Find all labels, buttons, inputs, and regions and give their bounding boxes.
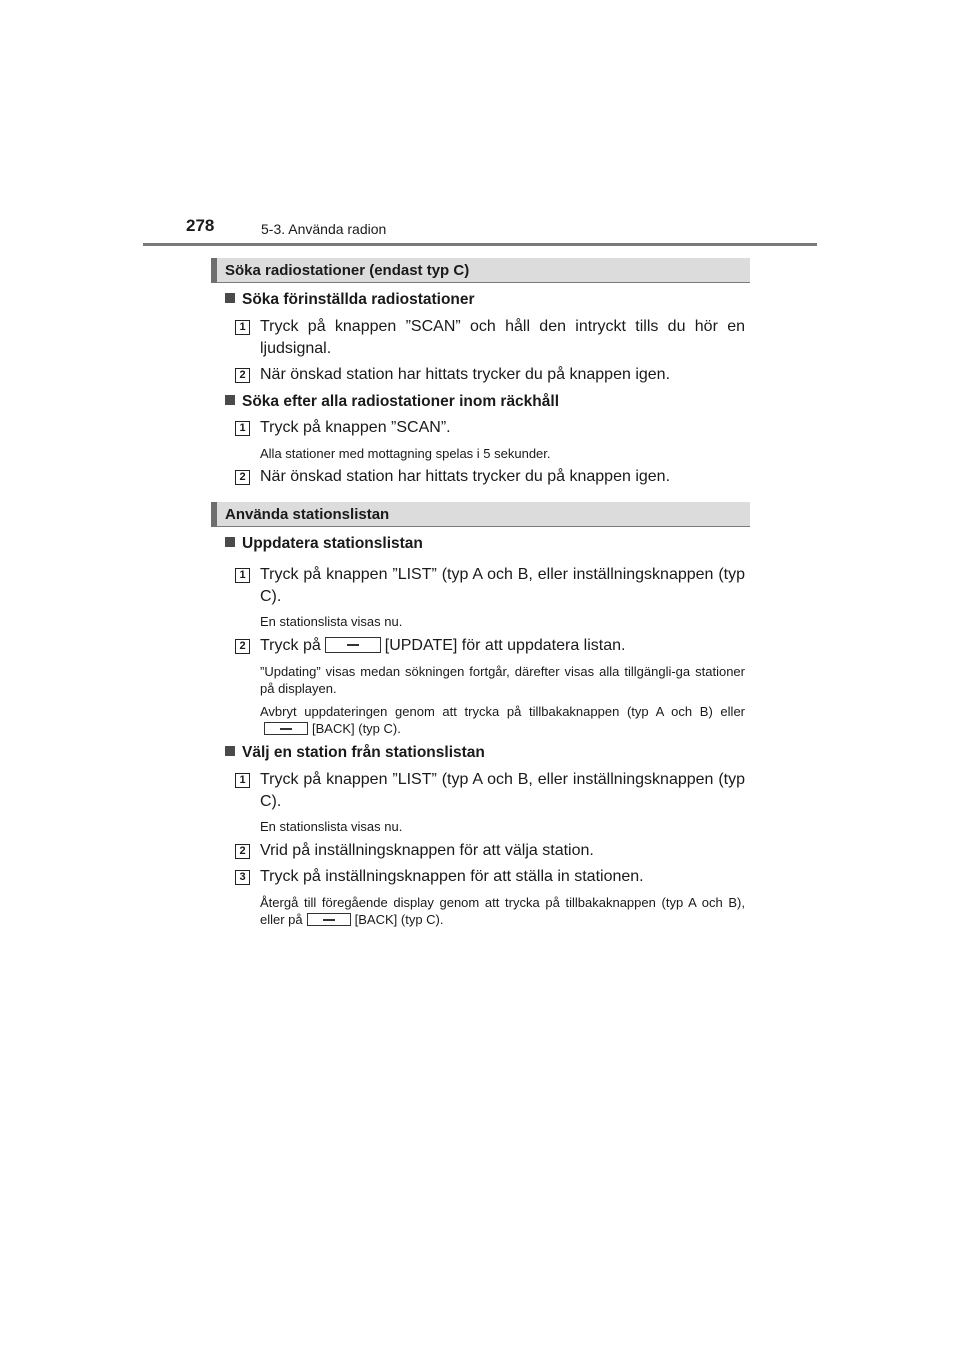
square-bullet-icon — [225, 395, 235, 405]
step-note — [260, 704, 745, 737]
step-note: Alla stationer med mottagning spelas i 5 sekunder. — [260, 446, 551, 461]
section-title-search: Söka radiostationer (endast typ C) — [211, 258, 750, 283]
chapter-title: 5-3. Använda radion — [261, 221, 387, 237]
step-number: 1 — [235, 320, 250, 335]
subsection-title: Välj en station från stationslistan — [242, 744, 485, 761]
subsection-select — [225, 744, 485, 762]
step-number: 3 — [235, 870, 250, 885]
square-bullet-icon — [225, 746, 235, 756]
step-text: När önskad station har hittats trycker du på knappen igen. — [260, 366, 671, 383]
note-text-part: Återgå till föregående display genom att trycka på tillbakaknappen (typ A och B), eller på — [260, 895, 745, 927]
page-number: 278 — [186, 216, 215, 235]
note-text-part: Avbryt uppdateringen genom att trycka på tillbakaknappen (typ A och B) eller — [260, 704, 745, 719]
subsection-all — [225, 393, 559, 411]
step-number: 2 — [235, 368, 250, 383]
step-text-part: [UPDATE] för att uppdatera listan. — [384, 637, 626, 654]
section-title-list: Använda stationslistan — [211, 502, 750, 527]
square-bullet-icon — [225, 293, 235, 303]
step-text-part: Tryck på — [260, 637, 321, 654]
step-text: Tryck på inställningsknappen för att ställa in stationen. — [260, 868, 644, 885]
step-note: En stationslista visas nu. — [260, 614, 403, 629]
step-note: ”Updating” visas medan sökningen fortgår, därefter visas alla tillgängli-ga stationer på displayen. — [260, 664, 745, 696]
subsection-title: Uppdatera stationslistan — [242, 535, 423, 552]
function-button-icon — [264, 722, 308, 735]
step-text: Tryck på knappen ”SCAN”. — [260, 419, 451, 436]
step-number: 2 — [235, 639, 250, 654]
subsection-title: Söka förinställda radiostationer — [242, 291, 475, 308]
step-note: En stationslista visas nu. — [260, 819, 403, 834]
step-note — [260, 895, 745, 928]
step-text: Tryck på knappen ”LIST” (typ A och B, eller inställningsknappen (typ C). — [260, 566, 745, 605]
step-number: 1 — [235, 773, 250, 788]
step-text: Vrid på inställningsknappen för att välja station. — [260, 842, 594, 859]
step-number: 1 — [235, 421, 250, 436]
subsection-title: Söka efter alla radiostationer inom räckhåll — [242, 393, 560, 410]
step-number: 1 — [235, 568, 250, 583]
function-button-icon — [325, 637, 381, 653]
subsection-update — [225, 535, 423, 553]
step-text: Tryck på knappen ”LIST” (typ A och B, eller inställningsknappen (typ C). — [260, 771, 745, 810]
subsection-preset — [225, 291, 475, 309]
function-button-icon — [307, 913, 351, 926]
step-number: 2 — [235, 844, 250, 859]
square-bullet-icon — [225, 537, 235, 547]
step-text — [260, 635, 745, 657]
step-text: Tryck på knappen ”SCAN” och håll den intryckt tills du hör en ljudsignal. — [260, 318, 745, 357]
header-rule — [143, 243, 817, 246]
note-text-part: [BACK] (typ C). — [312, 720, 401, 736]
step-number: 2 — [235, 470, 250, 485]
step-text: När önskad station har hittats trycker du på knappen igen. — [260, 468, 671, 485]
note-text-part: [BACK] (typ C). — [354, 911, 444, 927]
